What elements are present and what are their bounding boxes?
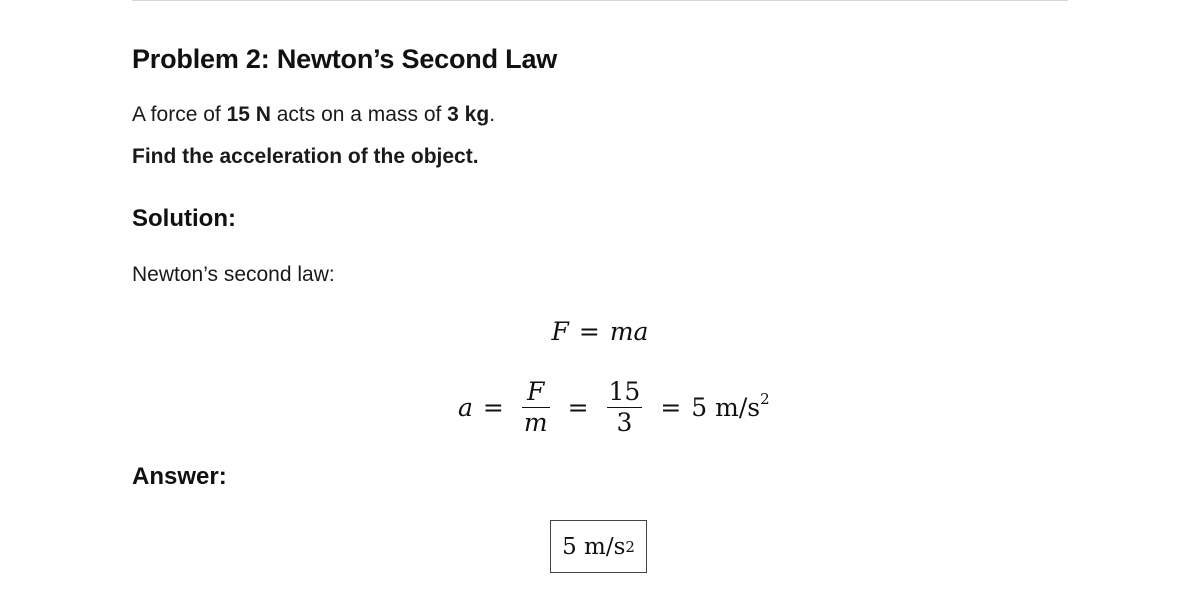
eq1-lhs: F [551,317,569,346]
result-exponent: 2 [760,389,770,408]
eq1-equals: = [578,317,600,346]
fraction-numerator: F [527,376,545,406]
eq1-rhs: ma [609,317,649,346]
fraction-f-over-m [522,377,550,438]
fraction-numerator: 15 [608,376,641,406]
force-value: 15 N [226,103,271,126]
eq2-equals: = [567,392,589,422]
statement-text: acts on a mass of [270,103,448,126]
answer-value: 5 m/s [562,533,626,560]
statement-text: . [489,103,496,126]
equation-newton-second-law [0,317,1200,346]
top-divider [132,0,1068,1]
answer-heading: Answer: [132,463,227,490]
eq2-equals: = [660,392,682,422]
eq2-result [691,389,770,422]
equation-acceleration [458,372,770,442]
solution-heading: Solution: [132,205,236,232]
eq2-equals: = [482,392,504,422]
answer-box: 5 m/s 2 [550,520,647,573]
fraction-15-over-3 [607,377,643,438]
problem-task: Find the acceleration of the object. [132,145,479,168]
fraction-denominator: m [523,407,548,437]
fraction-denominator: 3 [616,407,633,437]
eq2-lhs: a [458,392,473,422]
result-value: 5 m/s [691,392,761,422]
problem-title: Problem 2: Newton’s Second Law [132,44,558,74]
law-intro: Newton’s second law: [132,263,335,286]
problem-statement [132,103,495,127]
mass-value: 3 kg [447,103,490,126]
statement-text: A force of [132,103,227,126]
